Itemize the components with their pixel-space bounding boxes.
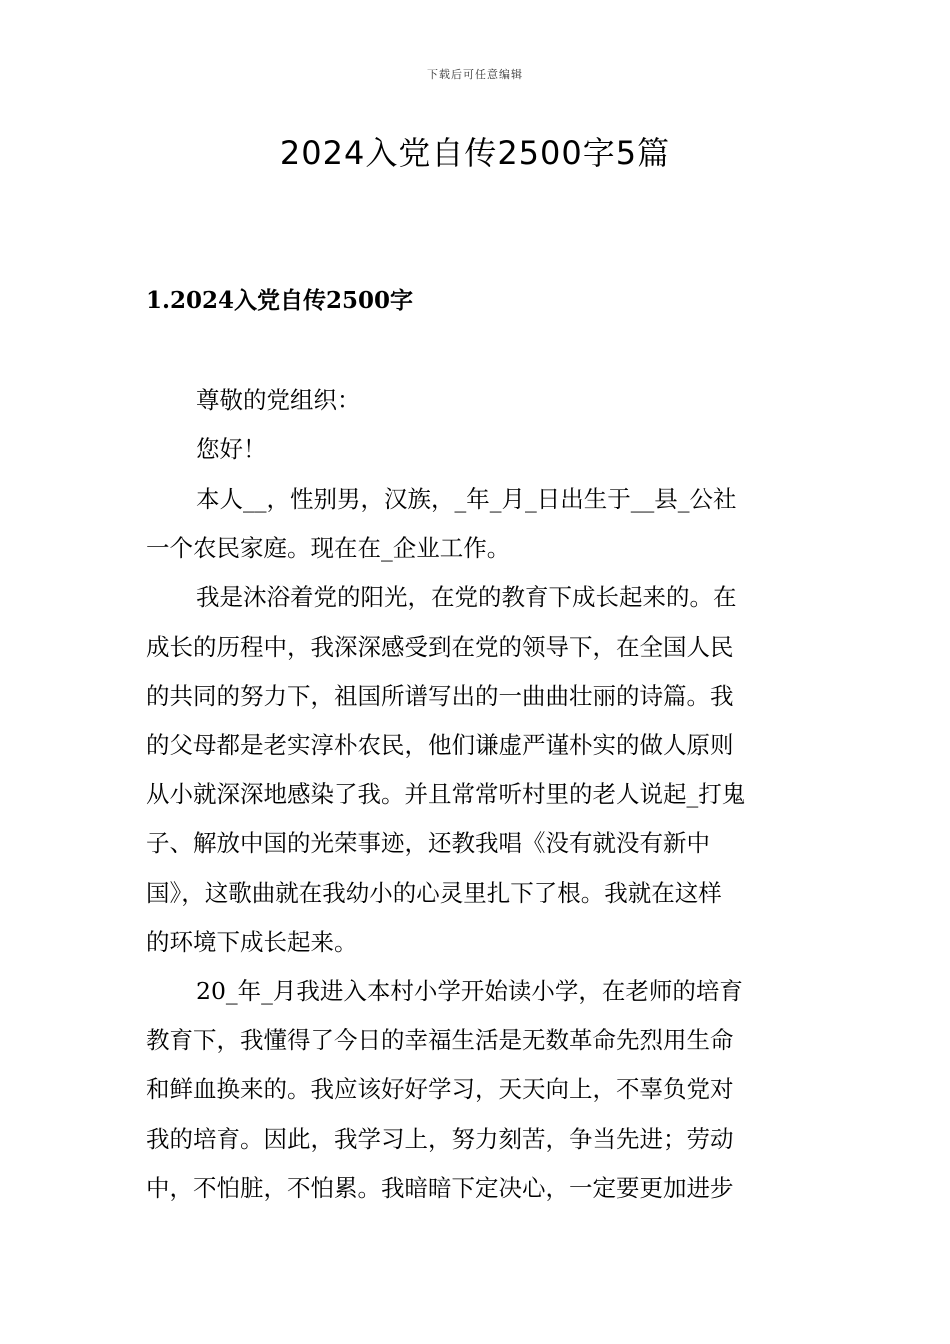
salutation-line: 尊敬的党组织：: [196, 386, 361, 414]
paragraph-line: 的环境下成长起来。: [146, 927, 358, 956]
letter-opening: [146, 376, 808, 474]
paragraph-line: 子、解放中国的光荣事迹，还教我唱《没有就没有新中: [146, 829, 710, 858]
paragraph-personal-info: [146, 475, 808, 573]
paragraph-line: 国》，这歌曲就在我幼小的心灵里扎下了根。我就在这样: [146, 878, 722, 907]
paragraph-line: 成长的历程中，我深深感受到在党的领导下，在全国人民: [146, 632, 734, 661]
paragraph-line: 的父母都是老实淳朴农民，他们谦虚严谨朴实的做人原则: [146, 731, 734, 760]
paragraph-line: 我是沐浴着党的阳光，在党的教育下成长起来的。在: [196, 583, 737, 612]
paragraph-line: 的共同的努力下，祖国所谱写出的一曲曲壮丽的诗篇。我: [146, 681, 734, 710]
greeting-line: 您好！: [196, 435, 267, 464]
paragraph-primary-school: [146, 967, 808, 1213]
document-title: 2024入党自传2500字5篇: [279, 134, 671, 172]
paragraph-line: 本人__，性别男，汉族，_年_月_日出生于__县_公社: [196, 485, 737, 513]
paragraph-line: 从小就深深地感染了我。并且常常听村里的老人说起_打鬼: [146, 780, 746, 809]
paragraph-line: 一个农民家庭。现在在_企业工作。: [146, 534, 511, 563]
paragraph-line: 20_年_月我进入本村小学开始读小学，在老师的培育: [196, 977, 743, 1006]
letter-body: [146, 475, 808, 1213]
paragraph-line: 和鲜血换来的。我应该好好学习，天天向上，不辜负党对: [146, 1075, 734, 1104]
header-note: 下载后可任意编辑: [427, 68, 523, 81]
paragraph-line: 我的培育。因此，我学习上，努力刻苦，争当先进；劳动: [146, 1124, 734, 1153]
paragraph-upbringing: [146, 573, 808, 967]
paragraph-line: 教育下，我懂得了今日的幸福生活是无数革命先烈用生命: [146, 1026, 734, 1055]
section-heading: 1.2024入党自传2500字: [146, 287, 414, 314]
paragraph-line: 中，不怕脏，不怕累。我暗暗下定决心，一定要更加进步: [146, 1173, 734, 1202]
